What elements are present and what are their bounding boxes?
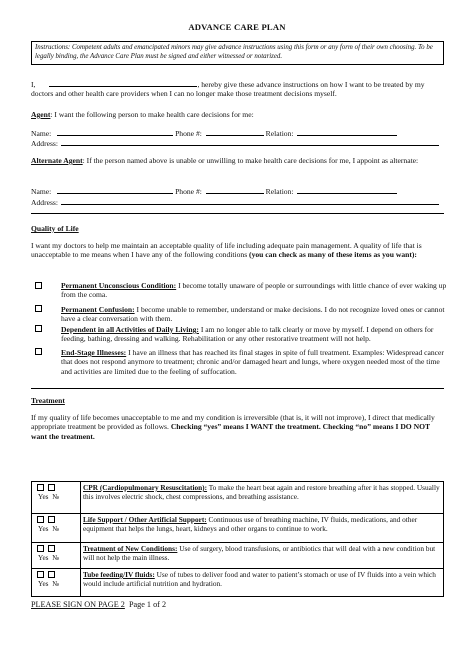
yes-no-cell — [32, 482, 81, 514]
quality-intro-text: I want my doctors to help me maintain an acceptable quality of life including adequate pain management. A quality of life that is unacceptable to me means when I have any of the following conditions — [31, 241, 422, 260]
treatment-row — [32, 543, 444, 569]
quality-item-text: I become totally unaware of people or surroundings with little chance of ever waking up from the coma. — [61, 281, 447, 300]
alternate-address-label: Address: — [31, 198, 58, 207]
agent-relation-label: Relation: — [265, 129, 294, 138]
alternate-relation-label: Relation: — [265, 187, 294, 196]
agent-heading-line — [31, 110, 447, 119]
yes-label: Yes — [38, 554, 49, 562]
treatment-intro-text: If my quality of life becomes unacceptable to me and my condition is irreversible (that is, it will not improve), I direct that medically appropriate treatment be provided as follows. — [31, 413, 435, 432]
alternate-name-field[interactable] — [57, 186, 173, 194]
treatment-description — [81, 514, 444, 543]
sign-note: PLEASE SIGN ON PAGE 2 — [31, 600, 125, 609]
checkbox-confusion[interactable] — [35, 305, 42, 312]
no-label: № — [52, 580, 59, 588]
quality-item-label: Dependent in all Activities of Daily Living: — [61, 325, 199, 334]
treatment-text: Continuous use of breathing machine, IV fluids, medications, and other equipment that helps the lungs, heart, kidneys and other organs to continue to work. — [83, 515, 418, 534]
page-number: Page 1 of 2 — [128, 600, 167, 609]
quality-item-text: I become unable to remember, understand or make decisions. I do not recognize loved ones or cannot have a clear conversation with them. — [61, 305, 445, 324]
alternate-name-line — [31, 186, 447, 196]
no-checkbox[interactable] — [48, 571, 55, 578]
agent-relation-field[interactable] — [297, 128, 397, 136]
checkbox-unconscious[interactable] — [35, 282, 42, 289]
yes-checkbox[interactable] — [37, 571, 44, 578]
agent-address-field[interactable] — [61, 138, 439, 146]
agent-name-line — [31, 128, 447, 138]
alternate-relation-field[interactable] — [297, 186, 397, 194]
intro-lead: I, — [31, 80, 36, 89]
yes-no-cell — [32, 569, 81, 597]
quality-of-life-intro — [31, 241, 447, 260]
treatment-intro-bold: Checking “yes” means I WANT the treatment. Checking “no” means I DO NOT want the treatment. — [31, 422, 430, 441]
treatment-text: To make the heart beat again and restore breathing after it has stopped. Usually this involves electric shock, chest compressions, and breathing assistance. — [83, 483, 440, 502]
treatment-description — [81, 543, 444, 569]
treatment-row — [32, 482, 444, 514]
alternate-agent-heading-line — [31, 156, 447, 165]
treatment-label: Tube feeding/IV fluids: — [83, 570, 155, 579]
yes-label: Yes — [38, 580, 49, 588]
yes-no-cell — [32, 543, 81, 569]
quality-item-label: Permanent Unconscious Condition: — [61, 281, 177, 290]
yes-checkbox[interactable] — [37, 516, 44, 523]
yes-no-cell — [32, 514, 81, 543]
treatment-row — [32, 514, 444, 543]
no-checkbox[interactable] — [48, 484, 55, 491]
alternate-address-line — [31, 197, 447, 207]
quality-item-text: I have an illness that has reached its final stages in spite of full treatment. Examples: Widespread cancer that does not respond anymore to treatment; chronic and/or damaged heart and lungs, where oxygen needed most of the time and activities are limited due to the feeling of suffocation. — [61, 348, 444, 376]
quality-of-life-heading: Quality of Life — [31, 224, 79, 233]
instructions-text: Instructions: Competent adults and emancipated minors may give advance instructions using this form or any form of their own choosing. To be legally binding, the Advance Care Plan must be signed and either witnessed or notarized. — [35, 44, 433, 61]
treatment-text: Use of tubes to deliver food and water to patient’s stomach or use of IV fluids into a vein which would include artificial nutrition and hydration. — [83, 570, 436, 589]
no-checkbox[interactable] — [48, 545, 55, 552]
yes-label: Yes — [38, 493, 49, 501]
treatment-row — [32, 569, 444, 597]
treatment-text: Use of surgery, blood transfusions, or antibiotics that will deal with a new condition but will not help the main illness. — [83, 544, 436, 563]
alternate-phone-label: Phone #: — [175, 187, 202, 196]
intro-paragraph — [31, 79, 447, 99]
treatment-table — [31, 481, 444, 597]
no-checkbox[interactable] — [48, 516, 55, 523]
yes-checkbox[interactable] — [37, 484, 44, 491]
quality-item-unconscious — [61, 281, 451, 300]
patient-name-field[interactable] — [49, 79, 197, 87]
agent-name-field[interactable] — [57, 128, 173, 136]
section-divider — [31, 213, 444, 214]
agent-name-label: Name: — [31, 129, 52, 138]
agent-phone-field[interactable] — [206, 128, 264, 136]
footer — [31, 600, 166, 610]
yes-label: Yes — [38, 525, 49, 533]
treatment-intro — [31, 413, 447, 441]
quality-item-dependent — [61, 325, 451, 344]
no-label: № — [52, 493, 59, 501]
agent-text: : I want the following person to make health care decisions for me: — [50, 110, 254, 119]
treatment-description — [81, 569, 444, 597]
alternate-name-label: Name: — [31, 187, 52, 196]
checkbox-dependent[interactable] — [35, 325, 42, 332]
treatment-description — [81, 482, 444, 514]
treatment-label: Life Support / Other Artificial Support: — [83, 515, 207, 524]
no-label: № — [52, 525, 59, 533]
treatment-label: Treatment of New Conditions: — [83, 544, 178, 553]
quality-item-confusion — [61, 305, 451, 324]
agent-address-line — [31, 138, 447, 148]
quality-item-label: End-Stage Illnesses: — [61, 348, 127, 357]
quality-item-text: I am no longer able to talk clearly or move by myself. I depend on others for feeding, bathing, dressing and walking. Rehabilitation or any other restorative treatment will not help. — [61, 325, 434, 344]
alternate-address-field[interactable] — [61, 197, 439, 205]
alternate-agent-heading: Alternate Agent — [31, 156, 83, 165]
alternate-phone-field[interactable] — [206, 186, 264, 194]
page-title: ADVANCE CARE PLAN — [188, 22, 286, 32]
intro-text: , hereby give these advance instructions on how I want to be treated by my doctors and other health care providers when I can no longer make those treatment decisions myself. — [31, 80, 425, 99]
agent-address-label: Address: — [31, 139, 58, 148]
yes-checkbox[interactable] — [37, 545, 44, 552]
treatment-label: CPR (Cardiopulmonary Resuscitation): — [83, 483, 208, 492]
checkbox-end-stage[interactable] — [35, 348, 42, 355]
treatment-heading: Treatment — [31, 396, 65, 405]
quality-intro-bold: (you can check as many of these items as you want): — [249, 250, 417, 260]
instructions-box — [31, 41, 444, 65]
agent-heading: Agent — [31, 110, 51, 119]
quality-item-label: Permanent Confusion: — [61, 305, 135, 314]
section-divider — [31, 388, 444, 389]
quality-item-end-stage — [61, 348, 451, 376]
agent-phone-label: Phone #: — [175, 129, 202, 138]
alternate-agent-text: : If the person named above is unable or unwilling to make health care decisions for me, I appoint as alternate: — [82, 156, 419, 165]
no-label: № — [52, 554, 59, 562]
